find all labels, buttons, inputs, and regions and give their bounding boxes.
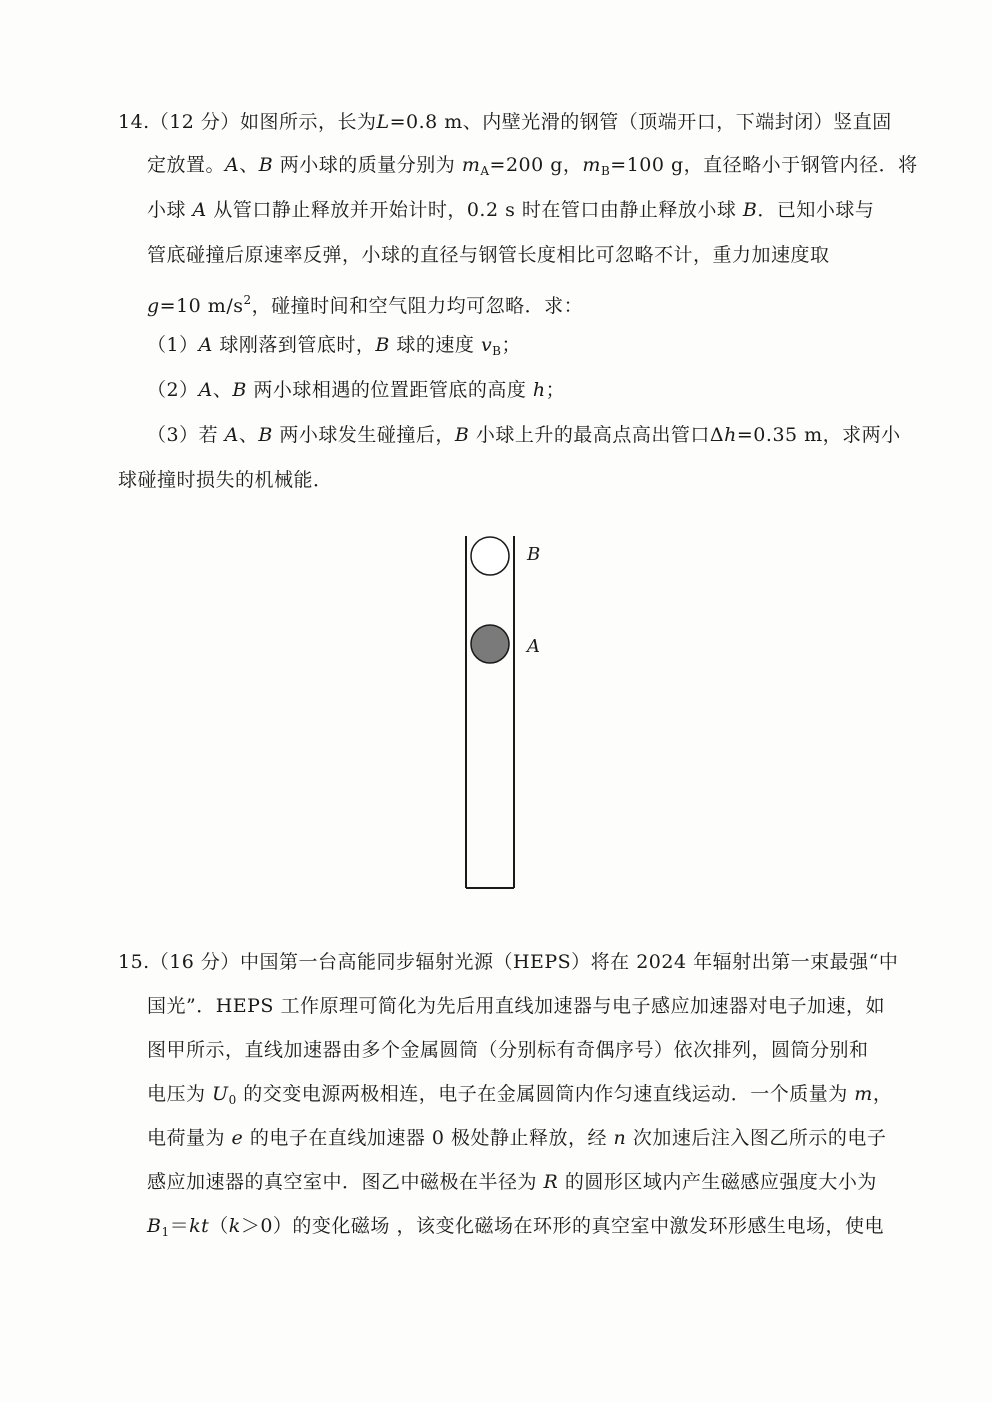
q14-part-1: （1）A 球刚落到管底时，B 球的速度 $v_B$； <box>147 334 522 358</box>
q15-line-1: 15.（16 分）中国第一台高能同步辐射光源（HEPS）将在 2024 年辐射出第一束最强“中 <box>118 951 899 973</box>
tube-figure <box>455 530 565 895</box>
q14-part-2: （2）A、B 两小球相遇的位置距管底的高度 h； <box>147 379 566 401</box>
q15-line-6: 感应加速器的真空室中．图乙中磁极在半径为 R 的圆形区域内产生磁感应强度大小为 <box>147 1171 877 1193</box>
q15-line-3: 图甲所示，直线加速器由多个金属圆筒（分别标有奇偶序号）依次排列，圆筒分别和 <box>147 1039 869 1061</box>
q14-line-2: 定放置。A、B 两小球的质量分别为 $m_A=200$ g，$m_B=100$ g，直径略小于钢管内径．将 <box>147 154 918 178</box>
q14-line-1: 14.（12 分）如图所示，长为L=0.8 m、内壁光滑的钢管（顶端开口，下端封闭）竖直固 <box>118 111 892 133</box>
q14-line-4: 管底碰撞后原速率反弹，小球的直径与钢管长度相比可忽略不计，重力加速度取 <box>147 244 830 266</box>
ball-a <box>471 625 509 663</box>
q15-line-2: 国光”．HEPS 工作原理可简化为先后用直线加速器与电子感应加速器对电子加速，如 <box>147 995 885 1017</box>
q14-number: 14. <box>118 111 150 133</box>
q14-line-5: g=10 $m/s^2$，碰撞时间和空气阻力均可忽略．求： <box>147 293 584 317</box>
q14-part-3-cont: 球碰撞时损失的机械能． <box>118 469 333 491</box>
q14-part-3: （3）若 A、B 两小球发生碰撞后，B 小球上升的最高点高出管口Δh=0.35 m，求两小 <box>147 424 901 446</box>
q15-number: 15. <box>118 951 150 973</box>
q15-points: （16 分） <box>149 951 240 973</box>
q15-line-5: 电荷量为 e 的电子在直线加速器 0 极处静止释放，经 n 次加速后注入图乙所示的电子 <box>147 1127 887 1149</box>
q15-line-4: 电压为 $U_0$ 的交变电源两极相连，电子在金属圆筒内作匀速直线运动．一个质量为 m， <box>147 1083 893 1107</box>
label-a: A <box>527 636 540 657</box>
ball-b <box>471 537 509 575</box>
tube-diagram <box>455 530 565 895</box>
q14-points: （12 分） <box>149 111 240 133</box>
q14-line-3: 小球 A 从管口静止释放并开始计时，0.2 s 时在管口由静止释放小球 B．已知小球与 <box>147 199 875 221</box>
q15-line-7: $B_1=kt(k>0)$的变化磁场 ，该变化磁场在环形的真空室中激发环形感生电场，使电 <box>147 1215 884 1239</box>
label-b: B <box>527 544 541 565</box>
